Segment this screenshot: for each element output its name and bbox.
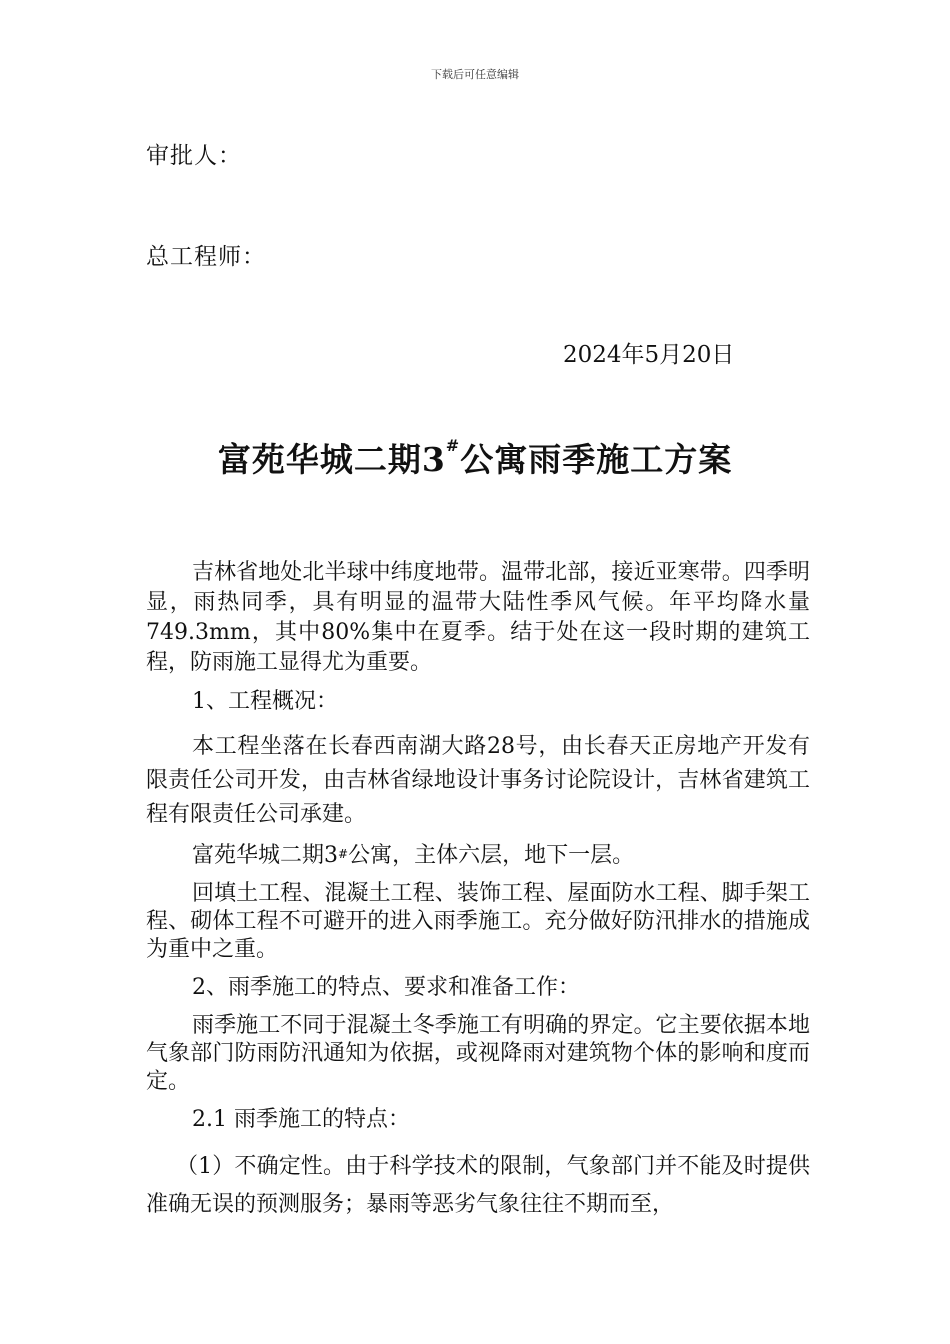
section-heading-2: 2、雨季施工的特点、要求和准备工作： [192,975,580,1000]
document-body [146,558,810,1224]
document-title [0,434,950,481]
section-heading-1: 1、工程概况： [192,689,338,714]
title-superscript: # [445,436,461,455]
paragraph-rainy-definition: 雨季施工不同于混凝土冬季施工有明确的界定。它主要依据本地气象部门防雨防汛通知为依据，或视降雨对建筑物个体的影响和度而定。 [146,1013,810,1094]
page-header-note: 下载后可任意编辑 [431,68,519,81]
chief-engineer-label: 总工程师： [146,244,266,270]
paragraph-building-info [146,842,810,870]
building-name: 富苑华城二期3 [192,843,338,868]
approver-label: 审批人： [146,143,242,169]
paragraph-rainy-works: 回填土工程、混凝土工程、装饰工程、屋面防水工程、脚手架工程、砌体工程不可避开的进入雨季施工。充分做好防汛排水的措施成为重中之重。 [146,881,810,962]
document-date: 2024年5月20日 [563,342,735,368]
building-superscript: # [338,847,349,861]
building-detail: 公寓，主体六层，地下一层。 [348,843,635,868]
paragraph-project-overview: 本工程坐落在长春西南湖大路28号，由长春天正房地产开发有限责任公司开发，由吉林省绿地设计事务讨论院设计，吉林省建筑工程有限责任公司承建。 [146,734,810,827]
section-heading-2-1: 2.1 雨季施工的特点： [192,1107,410,1132]
paragraph-uncertainty: （1）不确定性。由于科学技术的限制，气象部门并不能及时提供准确无误的预测服务；暴雨等恶劣气象往往不期而至， [146,1154,810,1217]
title-rest: 公寓雨季施工方案 [460,440,733,479]
paragraph-intro: 吉林省地处北半球中纬度地带。温带北部，接近亚寒带。四季明显，雨热同季，具有明显的温带大陆性季风气候。年平均降水量749.3mm，其中80%集中在夏季。结于处在这一段时期的建筑工程，防雨施工显得尤为重要。 [146,560,810,675]
title-main: 富苑华城二期3 [217,440,446,479]
